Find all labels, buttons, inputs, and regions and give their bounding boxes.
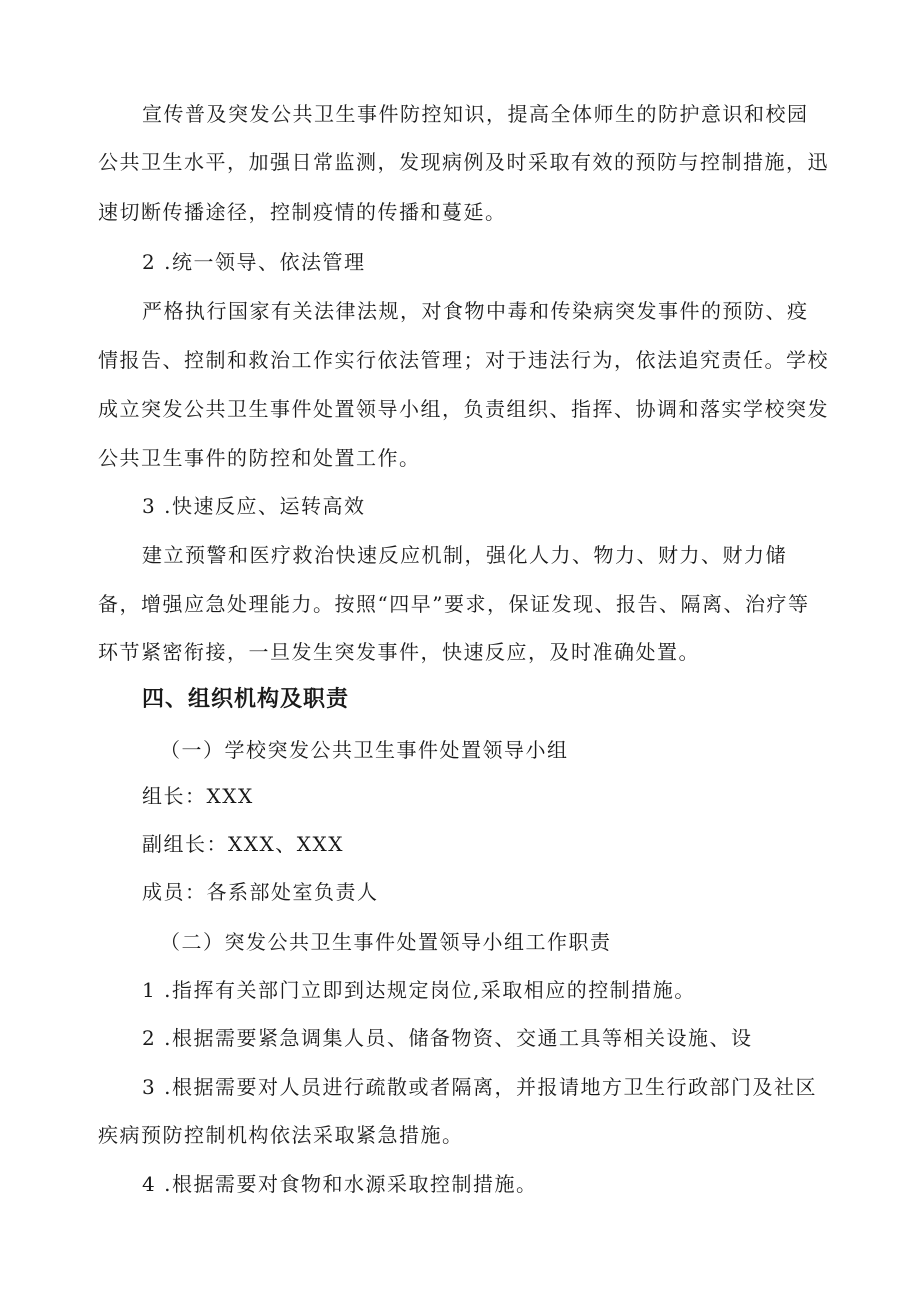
team-leader: 组长：XXX xyxy=(142,784,254,808)
paragraph-line: 速切断传播途径，控制疫情的传播和蔓延。 xyxy=(98,200,507,224)
subsection-heading: （一）学校突发公共卫生事件处置领导小组 xyxy=(160,738,569,762)
paragraph-line: 宣传普及突发公共卫生事件防控知识，提高全体师生的防护意识和校园 xyxy=(142,102,809,126)
duty-item: 3 .根据需要对人员进行疏散或者隔离，并报请地方卫生行政部门及社区 xyxy=(142,1075,817,1099)
team-deputy-leader: 副组长：XXX、XXX xyxy=(142,832,344,856)
paragraph-line: 严格执行国家有关法律法规，对食物中毒和传染病突发事件的预防、疫 xyxy=(142,299,809,323)
paragraph-line: 环节紧密衔接，一旦发生突发事件，快速反应，及时准确处置。 xyxy=(98,640,700,664)
section-heading: 四、组织机构及职责 xyxy=(142,687,350,712)
paragraph-line: 公共卫生水平，加强日常监测，发现病例及时采取有效的预防与控制措施，迅 xyxy=(98,150,829,174)
duty-item: 2 .根据需要紧急调集人员、储备物资、交通工具等相关设施、设 xyxy=(142,1026,753,1050)
paragraph-line: 成立突发公共卫生事件处置领导小组，负责组织、指挥、协调和落实学校突发 xyxy=(98,397,829,421)
subsection-heading: （二）突发公共卫生事件处置领导小组工作职责 xyxy=(160,930,612,954)
paragraph-line: 建立预警和医疗救治快速反应机制，强化人力、物力、财力、财力储 xyxy=(142,543,787,567)
duty-item: 1 .指挥有关部门立即到达规定岗位,采取相应的控制措施。 xyxy=(142,978,696,1002)
section-item-heading: 2 .统一领导、依法管理 xyxy=(142,250,366,274)
paragraph-line: 情报告、控制和救治工作实行依法管理；对于违法行为，依法追究责任。学校 xyxy=(98,348,829,372)
duty-item: 4 .根据需要对食物和水源采取控制措施。 xyxy=(142,1172,538,1196)
team-members: 成员：各系部处室负责人 xyxy=(142,880,379,904)
paragraph-line: 备，增强应急处理能力。按照“四早”要求，保证发现、报告、隔离、治疗等 xyxy=(98,592,810,616)
paragraph-line: 公共卫生事件的防控和处置工作。 xyxy=(98,446,421,470)
paragraph-line: 疾病预防控制机构依法采取紧急措施。 xyxy=(98,1123,464,1147)
section-item-heading: 3 .快速反应、运转高效 xyxy=(142,494,366,518)
